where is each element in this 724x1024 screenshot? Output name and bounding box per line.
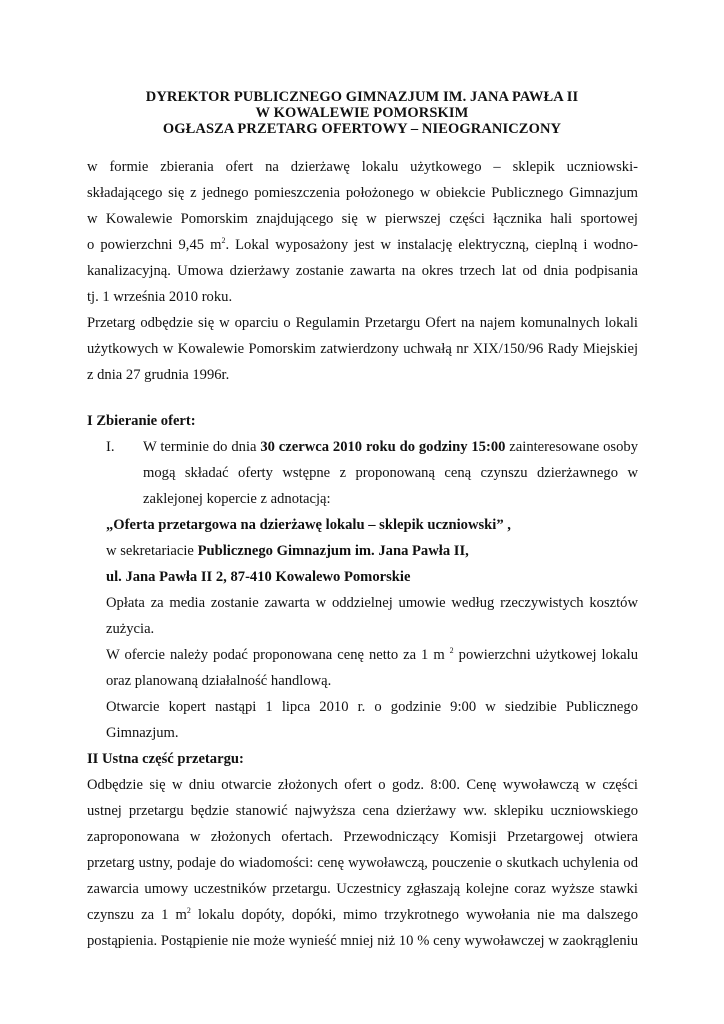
section1-line: mogą składać oferty wstępne z proponowaną ceną czynszu dzierżawnego w [143, 465, 638, 481]
intro-line [87, 236, 638, 254]
section1-line: Opłata za media zostanie zawarta w oddzielnej umowie według rzeczywistych kosztów [106, 595, 638, 611]
superscript: 2 [186, 906, 191, 915]
section1-text: zainteresowane osoby [505, 439, 638, 455]
superscript: 2 [449, 646, 454, 655]
section2-line [87, 906, 638, 924]
section1-line: zaklejonej kopercie z adnotacją: [143, 491, 331, 507]
roman-numeral: I. [106, 439, 115, 455]
intro-text: o powierzchni 9,45 m [87, 237, 222, 253]
section2-line: zawarcia umowy uczestników przetargu. Uczestnicy zgłaszają kolejne coraz wyższe stawki [87, 881, 638, 897]
section-title: I Zbieranie ofert: [87, 413, 196, 429]
section2-line: Odbędzie się w dniu otwarcie złożonych ofert o godz. 8:00. Cenę wywoławczą w części [87, 777, 638, 793]
school-name: Publicznego Gimnazjum im. Jana Pawła II, [197, 543, 469, 559]
intro-line: kanalizacyjną. Umowa dzierżawy zostanie zawarta na okres trzech lat od dnia podpisania [87, 263, 638, 279]
superscript: 2 [221, 236, 226, 245]
section2-line: postąpienia. Postąpienie nie może wynieść mniej niż 10 % ceny wywoławczej w zaokrągleniu [87, 933, 638, 949]
intro-line: tj. 1 września 2010 roku. [87, 289, 233, 305]
intro-line: użytkowych w Kowalewie Pomorskim zatwierdzony uchwałą nr XIX/150/96 Rady Miejskiej [87, 341, 638, 357]
section1-text: w sekretariacie [106, 543, 198, 559]
section1-text: W ofercie należy podać proponowana cenę netto za 1 m [106, 647, 450, 663]
deadline: 30 czerwca 2010 roku do godziny 15:00 [260, 439, 506, 455]
intro-line: składającego się z jednego pomieszczenia położonego w obiekcie Publicznego Gimnazjum [87, 185, 638, 201]
heading-line-1: DYREKTOR PUBLICZNEGO GIMNAZJUM IM. JANA PAWŁA II [145, 89, 579, 105]
offer-annotation: „Oferta przetargowa na dzierżawę lokalu – sklepik uczniowski” , [106, 517, 511, 533]
section2-text: czynszu za 1 m [87, 907, 187, 923]
section2-text: lokalu dopóty, dopóki, mimo trzykrotnego wywołania nie ma dalszego [190, 907, 638, 923]
intro-line: z dnia 27 grudnia 1996r. [87, 367, 230, 383]
school-address: ul. Jana Pawła II 2, 87-410 Kowalewo Pomorskie [106, 569, 411, 585]
section1-line: Otwarcie kopert nastąpi 1 lipca 2010 r. o godzinie 9:00 w siedzibie Publicznego [106, 699, 638, 715]
section2-line: zaproponowana w złożonych ofertach. Przewodniczący Komisji Przetargowej otwiera [87, 829, 638, 845]
intro-line: w formie zbierania ofert na dzierżawę lokalu użytkowego – sklepik uczniowski- [87, 159, 638, 175]
intro-line: w Kowalewie Pomorskim znajdującego się w pierwszej części łącznika hali sportowej [87, 211, 638, 227]
heading-line-3: OGŁASZA PRZETARG OFERTOWY – NIEOGRANICZONY [162, 121, 562, 137]
section1-line: Gimnazjum. [106, 725, 179, 741]
section1-line [106, 646, 638, 664]
section1-text: W terminie do dnia [143, 439, 261, 455]
section-title: II Ustna część przetargu: [87, 751, 244, 767]
section1-line: oraz planowaną działalność handlową. [106, 673, 332, 689]
section2-line: ustnej przetargu będzie stanowić najwyższa cena dzierżawy ww. sklepiku uczniowskiego [87, 803, 638, 819]
intro-line: Przetarg odbędzie się w oparciu o Regulamin Przetargu Ofert na najem komunalnych lokali [87, 315, 638, 331]
section1-line [143, 438, 638, 456]
section1-line [106, 542, 638, 560]
section2-line: przetarg ustny, podaje do wiadomości: cenę wywoławczą, pouczenie o skutkach uchylenia od [87, 855, 638, 871]
heading-line-2: W KOWALEWIE POMORSKIM [255, 105, 469, 121]
intro-text: . Lokal wyposażony jest w instalację elektryczną, cieplną i wodno- [225, 237, 639, 253]
section1-text: powierzchni użytkowej lokalu [453, 647, 639, 663]
section1-line: zużycia. [106, 621, 155, 637]
